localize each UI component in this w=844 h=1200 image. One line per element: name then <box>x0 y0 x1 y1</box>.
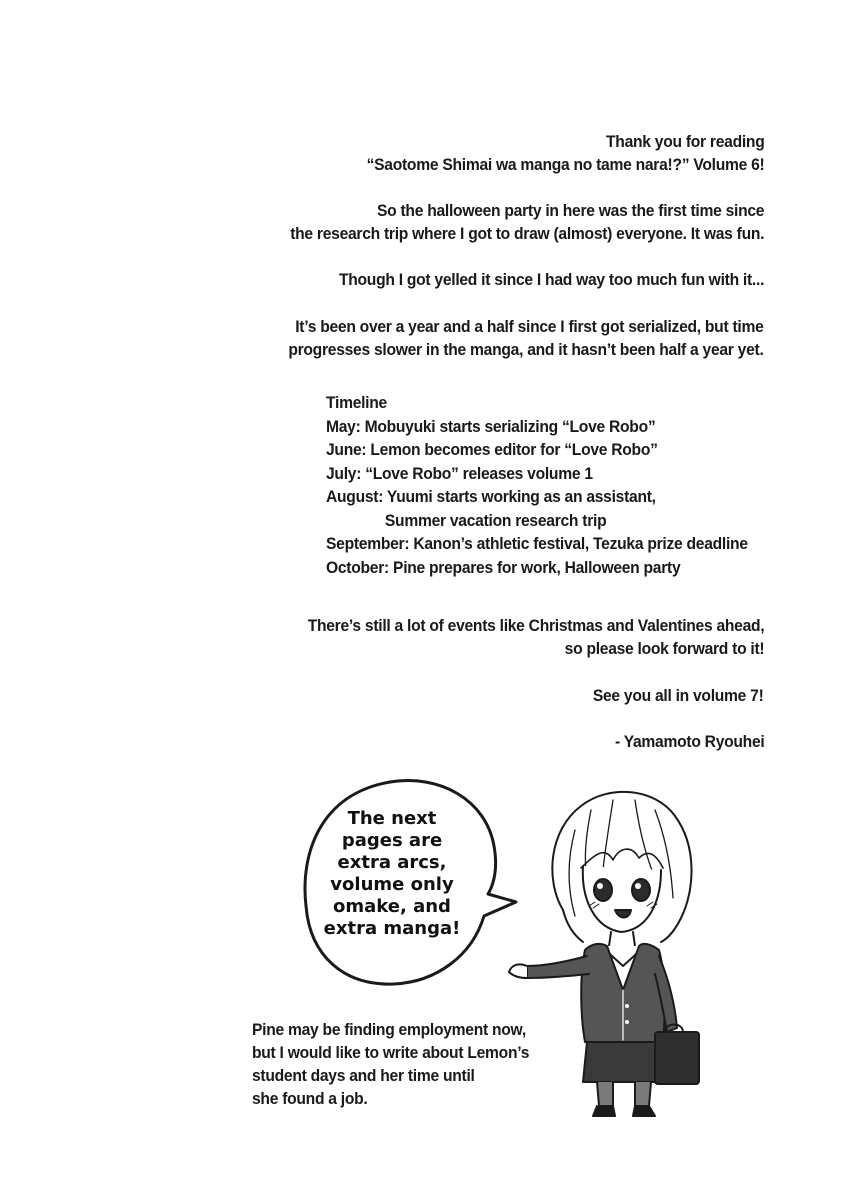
bottom-note-line: but I would like to write about Lemon’s <box>252 1043 530 1062</box>
bottom-note-line: she found a job. <box>252 1089 368 1108</box>
intro-paragraph <box>366 130 764 176</box>
bubble-line: extra arcs, <box>337 852 447 873</box>
halloween-line-1: So the halloween party in here was the first time since <box>376 201 764 220</box>
yelled-line-1: Though I got yelled it since I had way too much fun with it... <box>338 270 764 289</box>
intro-line-1: Thank you for reading <box>605 132 764 151</box>
events-paragraph <box>307 614 764 660</box>
bubble-line: The next <box>347 808 437 829</box>
time-paragraph <box>289 315 764 361</box>
time-line-1: It’s been over a year and a half since I first got serialized, but time <box>295 317 764 336</box>
signature-line <box>615 730 764 753</box>
intro-line-2: “Saotome Shimai wa manga no tame nara!?” Volume 6! <box>366 155 764 174</box>
timeline-block <box>326 391 748 579</box>
bubble-line: volume only <box>330 874 454 895</box>
timeline-entry-july: July: “Love Robo” releases volume 1 <box>326 463 593 483</box>
events-line-2: so please look forward to it! <box>564 639 764 658</box>
bottom-note <box>252 1018 529 1110</box>
signature-text: - Yamamoto Ryouhei <box>614 732 764 751</box>
timeline-entry-september: September: Kanon’s athletic festival, Tezuka prize deadline <box>326 534 748 553</box>
see-you-line <box>593 684 764 707</box>
time-line-2: progresses slower in the manga, and it hasn’t been half a year yet. <box>288 340 764 359</box>
bubble-line: omake, and <box>333 896 451 917</box>
timeline-entry-august-cont: Summer vacation research trip <box>384 510 607 530</box>
timeline-title: Timeline <box>326 393 387 412</box>
bubble-line: extra manga! <box>323 918 461 939</box>
bottom-note-line: Pine may be finding employment now, <box>252 1020 526 1039</box>
timeline-entry-october: October: Pine prepares for work, Halloween party <box>326 557 681 577</box>
halloween-paragraph <box>290 199 764 245</box>
yelled-paragraph <box>339 268 764 291</box>
halloween-line-2: the research trip where I got to draw (almost) everyone. It was fun. <box>289 224 764 243</box>
bottom-note-line: student days and her time until <box>252 1066 475 1085</box>
bubble-text <box>312 808 472 940</box>
events-line-1: There’s still a lot of events like Christmas and Valentines ahead, <box>307 616 764 635</box>
see-you-text: See you all in volume 7! <box>593 686 764 705</box>
timeline-entry-august: August: Yuumi starts working as an assistant, <box>326 487 656 506</box>
bubble-line: pages are <box>341 830 443 851</box>
timeline-entry-june: June: Lemon becomes editor for “Love Robo” <box>326 440 658 459</box>
chibi-character-icon <box>505 770 715 1120</box>
timeline-entry-may: May: Mobuyuki starts serializing “Love Robo” <box>326 416 656 436</box>
